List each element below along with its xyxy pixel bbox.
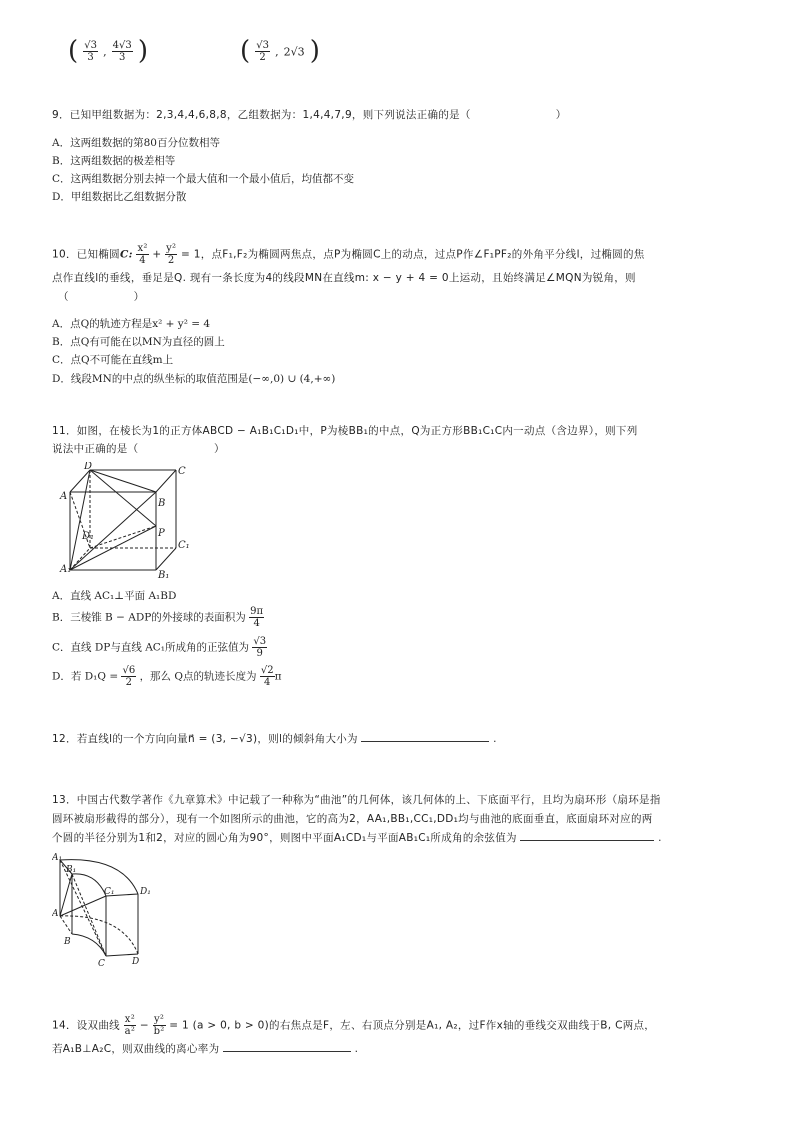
q9-option-a[interactable]: A．这两组数据的第80百分位数相等 (52, 137, 220, 149)
q13-line3: 个圆的半径分别为1和2，对应的圆心角为90°，则图中平面A₁CD₁与平面AB₁C₁所成角的余弦值为 . (52, 832, 662, 844)
cube-figure (58, 462, 198, 582)
q11-option-a[interactable]: A．直线 AC₁⊥平面 A₁BD (52, 590, 177, 602)
label-P: P (158, 528, 165, 539)
label-D: D (84, 462, 93, 472)
q14-line1: 14．设双曲线 $\frac{\text{x²}}{\text{a²}}$ − $\frac{\text{y²}}{\text{b²}}$ = 1 (a > 0, b > 0)的右焦点是F，左、右顶点分别是A₁, A₂，过F作x轴的垂线交双曲线于B, C两点， (52, 1014, 656, 1037)
label-A: A (52, 909, 59, 919)
q9-option-d[interactable]: D．甲组数据比乙组数据分散 (52, 191, 187, 203)
q13-answer-blank[interactable] (520, 830, 654, 841)
q9-option-c[interactable]: C．这两组数据分别去掉一个最大值和一个最小值后，均值都不变 (52, 173, 355, 185)
prev-option-d: ( $\frac{√3}{2}$ , 2√3 ) (240, 36, 320, 66)
q10-line1: 10．已知椭圆C: $\frac{\text{x²}}{4}$ + $\frac{\text{y²}}{2}$ = 1，点F₁,F₂为椭圆两焦点，点P为椭圆C上的动点，过点P作∠F₁PF₂的外角平分线l，过椭圆的焦 (52, 243, 645, 266)
label-D1: D₁ (140, 887, 151, 897)
q11-line2: 说法中正确的是（ ） (52, 443, 225, 455)
q12-answer-blank[interactable] (361, 731, 489, 742)
q10-line3: （ ） (58, 291, 145, 303)
label-A1: A₁ (60, 564, 72, 575)
label-C: C (98, 959, 105, 969)
label-C1: C₁ (104, 887, 115, 897)
q10-option-d[interactable]: D．线段MN的中点的纵坐标的取值范围是(−∞,0) ∪ (4,+∞) (52, 373, 336, 385)
q9-stem: 9．已知甲组数据为：2,3,4,4,6,8,8，乙组数据为：1,4,4,7,9，则下列说法正确的是（ ） (52, 109, 567, 121)
label-D1: D₁ (82, 531, 95, 542)
q11-option-b[interactable]: B．三棱锥 B − ADP的外接球的表面积为 $\frac{9\pi}{4}$ (52, 606, 264, 629)
q13-line2: 圆环被扇形截得的部分），现有一个如图所示的曲池，它的高为2，AA₁,BB₁,CC₁,DD₁均与曲池的底面垂直，底面扇环对应的两 (52, 813, 653, 825)
label-A1: A₁ (52, 853, 63, 863)
q10-line2: 点作直线l的垂线，垂足是Q. 现有一条长度为4的线段MN在直线m: x − y + 4 = 0上运动，且始终满足∠MQN为锐角，则 (52, 272, 636, 284)
q9-option-b[interactable]: B．这两组数据的极差相等 (52, 155, 176, 167)
label-C1: C₁ (178, 540, 190, 551)
label-C: C (178, 466, 186, 477)
q12-stem: 12．若直线l的一个方向向量n⃗ = (3, −√3)，则l的倾斜角大小为 . (52, 733, 497, 745)
q10-option-a[interactable]: A．点Q的轨迹方程是x² + y² = 4 (52, 318, 211, 330)
label-A: A (60, 491, 68, 502)
q11-line1: 11．如图，在棱长为1的正方体ABCD − A₁B₁C₁D₁中，P为棱BB₁的中点，Q为正方形BB₁C₁C内一动点（含边界），则下列 (52, 425, 638, 437)
label-B1: B₁ (158, 570, 170, 581)
q14-line2: 若A₁B⊥A₂C，则双曲线的离心率为 . (52, 1043, 359, 1055)
label-B1: B₁ (66, 865, 77, 875)
q13-line1: 13．中国古代数学著作《九章算术》中记载了一种称为“曲池”的几何体，该几何体的上、下底面平行，且均为扇环形（扇环是指 (52, 794, 661, 806)
label-D: D (132, 957, 140, 967)
label-B: B (158, 498, 166, 509)
label-B: B (64, 937, 71, 947)
quchi-figure (52, 850, 162, 970)
q14-answer-blank[interactable] (223, 1041, 351, 1052)
q11-option-d[interactable]: D．若 D₁Q = $\frac{√6}{2}$ ，那么 Q点的轨迹长度为 $\frac{√2}{4}$ π (52, 665, 282, 688)
q11-option-c[interactable]: C．直线 DP与直线 AC₁所成角的正弦值为 $\frac{√3}{9}$ (52, 636, 267, 659)
q10-option-c[interactable]: C．点Q不可能在直线m上 (52, 354, 174, 366)
q10-option-b[interactable]: B．点Q有可能在以MN为直径的圆上 (52, 336, 225, 348)
prev-option-c: ( $\frac{√3}{3}$ , $\frac{4√3}{3}$ ) (68, 36, 149, 66)
